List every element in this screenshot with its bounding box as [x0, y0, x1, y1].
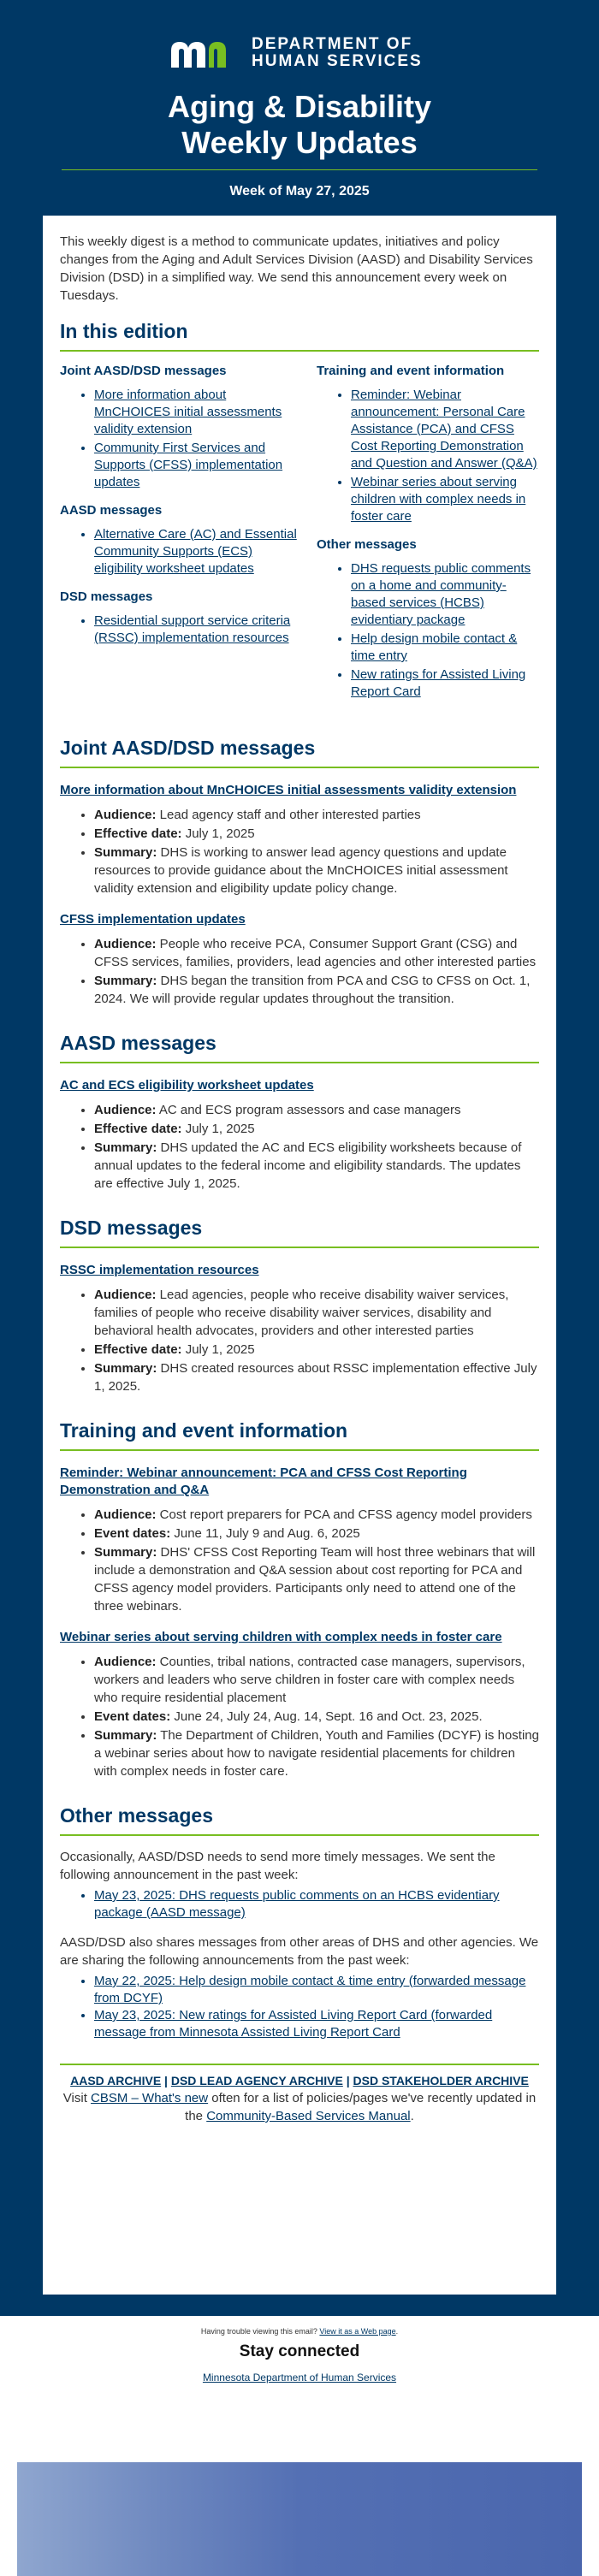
detail-text: July 1, 2025 [181, 1122, 255, 1136]
footer-banner [17, 2462, 582, 2576]
message-title-link[interactable]: Reminder: Webinar announcement: PCA and CFSS Cost Reporting Demonstration and Q&A [60, 1466, 467, 1497]
message-detail-item [94, 825, 539, 843]
edition-group [60, 503, 300, 577]
detail-text: DHS began the transition from PCA and CSG to CFSS on Oct. 1, 2024. We will provide regular updates throughout the transition. [94, 974, 531, 1006]
edition-list-item [351, 474, 539, 525]
detail-label: Summary: [94, 1140, 157, 1155]
dsd-lead-agency-archive-link[interactable]: DSD LEAD AGENCY ARCHIVE [170, 2074, 343, 2087]
message-detail-item [94, 1506, 539, 1524]
edition-list-item [94, 613, 300, 647]
message-title-link[interactable]: AC and ECS eligibility worksheet updates [60, 1078, 314, 1093]
message-detail-item [94, 972, 539, 1008]
page-title [0, 89, 599, 161]
edition-left-column [60, 364, 300, 713]
message-detail-item [94, 1543, 539, 1615]
detail-label: Audience: [94, 1655, 157, 1669]
title-divider [62, 169, 537, 170]
edition-group-heading: Training and event information [317, 364, 505, 378]
section-heading: Joint AASD/DSD messages [60, 737, 316, 759]
section-divider [60, 1062, 539, 1063]
detail-text: Lead agency staff and other interested parties [156, 808, 421, 822]
edition-list-item [351, 631, 539, 665]
detail-label: Audience: [94, 937, 157, 951]
message-section [60, 1217, 539, 1395]
detail-text: July 1, 2025 [181, 826, 255, 841]
edition-link[interactable]: New ratings for Assisted Living Report Card [351, 667, 526, 699]
message-details [94, 1286, 539, 1395]
edition-link[interactable]: Reminder: Webinar announcement: Personal Care Assistance (PCA) and CFSS Cost Reporting Demonstration and Question and Answer (Q&A) [351, 388, 537, 471]
edition-link[interactable]: Help design mobile contact & time entry [351, 631, 518, 663]
edition-list [94, 613, 300, 647]
logo-line-1: DEPARTMENT OF [252, 35, 413, 53]
message-detail-item [94, 1525, 539, 1543]
edition-list-item [94, 440, 300, 491]
edition-group-heading: Other messages [317, 537, 417, 552]
section-divider [60, 1247, 539, 1248]
message-detail-item [94, 1120, 539, 1138]
section-heading: Training and event information [60, 1419, 348, 1442]
dhs-logo [168, 36, 423, 70]
detail-label: Event dates: [94, 1526, 171, 1541]
detail-text: July 1, 2025 [181, 1342, 255, 1357]
edition-link[interactable]: Residential support service criteria (RSSC) implementation resources [94, 613, 291, 645]
archive-note-text: . [410, 2109, 414, 2123]
cbsm-manual-link[interactable]: Community-Based Services Manual [206, 2109, 411, 2123]
stay-connected-heading: Stay connected [239, 2342, 360, 2360]
logo-wordmark [252, 36, 423, 70]
detail-label: Audience: [94, 808, 157, 822]
detail-label: Summary: [94, 1545, 157, 1560]
edition-list [94, 387, 300, 491]
edition-list-item [351, 666, 539, 701]
edition-group-heading: DSD messages [60, 589, 153, 604]
message-title-link[interactable]: CFSS implementation updates [60, 912, 246, 927]
week-label: Week of May 27, 2025 [229, 184, 370, 198]
header [0, 0, 599, 216]
detail-text: June 11, July 9 and Aug. 6, 2025 [170, 1526, 360, 1541]
title-line-1: Aging & Disability [167, 89, 432, 124]
edition-link[interactable]: Webinar series about serving children with complex needs in foster care [351, 475, 526, 524]
detail-label: Summary: [94, 1361, 157, 1376]
message-detail-item [94, 806, 539, 824]
section-divider [60, 1834, 539, 1836]
edition-list [351, 387, 539, 525]
archive-note [60, 2089, 539, 2125]
edition-list-item [94, 526, 300, 577]
other-message-link[interactable]: May 23, 2025: DHS requests public comments on an HCBS evidentiary package (AASD message) [94, 1888, 500, 1920]
other-list-item [94, 2007, 539, 2041]
archive-note-text: Visit [62, 2091, 92, 2105]
detail-label: Effective date: [94, 1342, 182, 1357]
title-line-2: Weekly Updates [181, 125, 418, 160]
edition-group [60, 364, 300, 491]
edition-link[interactable]: DHS requests public comments on a home and community-based services (HCBS) evidentiary package [351, 561, 531, 627]
detail-text: DHS updated the AC and ECS eligibility worksheets because of annual updates to the federal income and eligibility standards. The updates are effective July 1, 2025. [94, 1140, 522, 1191]
edition-link[interactable]: Alternative Care (AC) and Essential Community Supports (ECS) eligibility worksheet updates [94, 527, 297, 576]
other-paragraph-2: AASD/DSD also shares messages from other areas of DHS and other agencies. We are sharing the following announcements from the past week: [60, 1935, 539, 1968]
trouble-text: Having trouble viewing this email? [200, 2327, 320, 2336]
edition-link[interactable]: More information about MnCHOICES initial assessments validity extension [94, 388, 282, 436]
message-details [94, 1101, 539, 1193]
aasd-archive-link[interactable]: AASD ARCHIVE [70, 2074, 162, 2087]
other-list-item [94, 1973, 539, 2007]
message-detail-item [94, 935, 539, 971]
message-title-link[interactable]: More information about MnCHOICES initial assessments validity extension [60, 783, 517, 797]
message-section [60, 1419, 539, 1780]
section-divider [60, 1449, 539, 1451]
message-section [60, 737, 539, 1008]
other-paragraph-1: Occasionally, AASD/DSD needs to send more timely messages. We sent the following announcement in the past week: [60, 1850, 495, 1882]
detail-text: DHS created resources about RSSC implementation effective July 1, 2025. [94, 1361, 537, 1394]
detail-label: Event dates: [94, 1709, 171, 1724]
detail-label: Effective date: [94, 826, 182, 841]
logo-line-2: HUMAN SERVICES [252, 52, 423, 70]
message-details [94, 935, 539, 1008]
detail-text: The Department of Children, Youth and Families (DCYF) is hosting a webinar series about how to navigate residential placements for children with complex needs in foster care. [94, 1728, 539, 1779]
edition-list [94, 526, 300, 577]
edition-list-item [351, 560, 539, 629]
edition-heading: In this edition [60, 320, 188, 342]
edition-columns [60, 364, 539, 713]
detail-label: Summary: [94, 1728, 157, 1743]
archive-separator: | [161, 2074, 171, 2087]
section-divider [60, 767, 539, 768]
message-details [94, 806, 539, 897]
detail-text: Lead agencies, people who receive disability waiver services, families of people who receive disability waiver services, disability and behavioral health advocates, providers and other interested parties [94, 1288, 509, 1338]
detail-text: Counties, tribal nations, contracted case managers, supervisors, workers and leaders who serve children in foster care with complex needs who require residential placement [94, 1655, 525, 1705]
mn-logo-icon [168, 37, 241, 69]
message-details [94, 1653, 539, 1780]
section-divider [60, 350, 539, 352]
detail-text: DHS' CFSS Cost Reporting Team will host three webinars that will include a demonstration and Q&A session about cost reporting for PCA and CFSS agency model providers. Participants only need to attend one of the three webinars. [94, 1545, 536, 1614]
message-detail-item [94, 1653, 539, 1707]
view-as-web-notice [0, 2327, 599, 2336]
other-list-item [94, 1887, 539, 1922]
section-heading: AASD messages [60, 1032, 216, 1054]
message-detail-item [94, 1359, 539, 1395]
archive-separator: | [342, 2074, 353, 2087]
other-message-link[interactable]: May 23, 2025: New ratings for Assisted Living Report Card (forwarded message from Minnesota Assisted Living Report Card [94, 2008, 493, 2040]
other-list-2 [94, 1973, 539, 2041]
message-detail-item [94, 1341, 539, 1359]
message-detail-item [94, 1286, 539, 1340]
message-title-link[interactable]: RSSC implementation resources [60, 1263, 259, 1277]
edition-right-column [317, 364, 539, 713]
detail-text: AC and ECS program assessors and case managers [156, 1103, 461, 1117]
dhs-home-link[interactable]: Minnesota Department of Human Services [202, 2372, 397, 2384]
archive-links [60, 2074, 539, 2087]
intro-paragraph: This weekly digest is a method to communicate updates, initiatives and policy changes from the Aging and Adult Services Division (AASD) and Disability Services Division (DSD) in a simplified way. We send this announcement every week on Tuesdays. [60, 234, 533, 303]
archive-divider [60, 2064, 539, 2065]
message-detail-item [94, 844, 539, 897]
detail-label: Effective date: [94, 1122, 182, 1136]
dsd-stakeholder-archive-link[interactable]: DSD STAKEHOLDER ARCHIVE [353, 2074, 529, 2087]
other-messages-heading: Other messages [60, 1804, 213, 1827]
other-list-1 [94, 1887, 539, 1922]
detail-label: Audience: [94, 1507, 157, 1522]
content-card [43, 216, 556, 2295]
detail-text: Cost report preparers for PCA and CFSS agency model providers [156, 1507, 532, 1522]
message-title-link[interactable]: Webinar series about serving children with complex needs in foster care [60, 1630, 502, 1644]
edition-group [317, 364, 539, 525]
cbsm-whats-new-link[interactable]: CBSM – What's new [91, 2091, 209, 2105]
edition-group [60, 589, 300, 647]
detail-label: Audience: [94, 1103, 157, 1117]
message-detail-item [94, 1726, 539, 1780]
archive-note-text: often for a list of policies/pages we've recently updated in the [185, 2091, 537, 2123]
detail-text: June 24, July 24, Aug. 14, Sept. 16 and Oct. 23, 2025. [170, 1709, 483, 1724]
detail-text: DHS is working to answer lead agency questions and update resources to provide guidance about the MnCHOICES initial assessment validity extension and eligibility update policy change. [94, 845, 508, 896]
edition-list [351, 560, 539, 701]
section-heading: DSD messages [60, 1217, 203, 1239]
edition-link[interactable]: Community First Services and Supports (CFSS) implementation updates [94, 441, 283, 489]
edition-group-heading: AASD messages [60, 503, 163, 518]
message-detail-item [94, 1708, 539, 1726]
detail-label: Summary: [94, 974, 157, 988]
message-sections [60, 737, 539, 1780]
edition-group-heading: Joint AASD/DSD messages [60, 364, 227, 378]
message-detail-item [94, 1139, 539, 1193]
message-detail-item [94, 1101, 539, 1119]
edition-list-item [94, 387, 300, 438]
view-web-page-link[interactable]: View it as a Web page [319, 2327, 396, 2336]
other-messages-section [60, 1804, 539, 2041]
edition-group [317, 537, 539, 701]
message-details [94, 1506, 539, 1615]
edition-list-item [351, 387, 539, 472]
detail-text: People who receive PCA, Consumer Support Grant (CSG) and CFSS services, families, providers, lead agencies and other interested parties [94, 937, 537, 969]
detail-label: Audience: [94, 1288, 157, 1302]
message-section [60, 1032, 539, 1193]
other-message-link[interactable]: May 22, 2025: Help design mobile contact & time entry (forwarded message from DCYF) [94, 1974, 526, 2005]
detail-label: Summary: [94, 845, 157, 860]
trouble-text: . [395, 2327, 399, 2336]
